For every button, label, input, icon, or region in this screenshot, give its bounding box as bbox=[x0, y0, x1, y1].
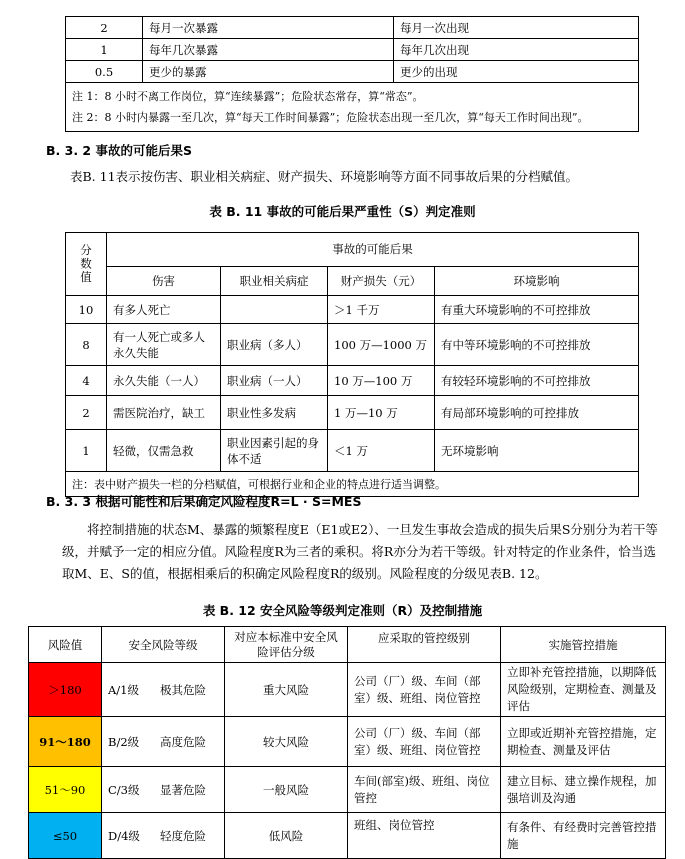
header-consequence-group: 事故的可能后果 bbox=[107, 233, 639, 267]
section-heading-b33: B. 3. 3 根据可能性和后果确定风险程度R=L · S=MES bbox=[46, 494, 362, 509]
exposure-cell: 每月一次暴露 bbox=[143, 17, 394, 39]
control-measure-cell: 立即补充管控措施，以期降低风险级别，定期检查、测量及评估 bbox=[501, 663, 666, 717]
table-note: 注 1：8 小时不离工作岗位，算“连续暴露”；危险状态常存，算“常态”。 bbox=[72, 90, 424, 103]
loss-cell: ＞1 千万 bbox=[328, 296, 435, 324]
table-row bbox=[66, 396, 639, 430]
table-b12 bbox=[28, 626, 666, 859]
control-measure-cell: 立即或近期补充管控措施，定期检查、测量及评估 bbox=[501, 717, 666, 767]
table-row bbox=[66, 430, 639, 472]
control-level-cell: 公司（厂）级、车间（部室）级、班组、岗位管控 bbox=[348, 663, 501, 717]
header-risk-grade: 安全风险等级 bbox=[102, 627, 225, 663]
table-header-row bbox=[29, 627, 666, 663]
table-notes-row bbox=[66, 83, 639, 132]
section-paragraph-b32: 表B. 11表示按伤害、职业相关病症、财产损失、环境影响等方面不同事故后果的分档赋值。 bbox=[70, 169, 579, 184]
section-paragraph-b33: 将控制措施的状态M、暴露的频繁程度E（E1或E2）、一旦发生事故会造成的损失后果S分别分为若干等级，并赋予一定的相应分值。风险程度R为三者的乘积。将R亦分为若干等级。针对特定的作业条件，恰当选取M、E、S的值，根据相乘后的积确定风险程度R的级别。风险程度的分级见表B. 12。 bbox=[62, 522, 658, 581]
header-injury: 伤害 bbox=[107, 266, 221, 295]
risk-level: 轻度危险 bbox=[160, 828, 206, 843]
table-row bbox=[66, 17, 639, 39]
disease-cell: 职业性多发病 bbox=[221, 396, 328, 430]
header-loss: 财产损失（元） bbox=[328, 266, 435, 295]
loss-cell: 1 万—10 万 bbox=[328, 396, 435, 430]
control-level-cell: 车间(部室)级、班组、岗位管控 bbox=[348, 767, 501, 813]
loss-cell: 100 万—1000 万 bbox=[328, 324, 435, 366]
header-assessment-grade: 对应本标准中安全风险评估分级 bbox=[225, 627, 348, 663]
header-control-measures: 实施管控措施 bbox=[501, 627, 666, 663]
header-risk-value: 风险值 bbox=[29, 627, 102, 663]
table-row bbox=[29, 663, 666, 717]
table-caption-b12: 表 B. 12 安全风险等级判定准则（R）及控制措施 bbox=[202, 603, 483, 618]
env-cell: 有局部环境影响的可控排放 bbox=[435, 396, 639, 430]
control-level-cell: 公司（厂）级、车间（部室）级、班组、岗位管控 bbox=[348, 717, 501, 767]
risk-code: D/4级 bbox=[108, 828, 140, 843]
table-caption-b11: 表 B. 11 事故的可能后果严重性（S）判定准则 bbox=[209, 204, 476, 219]
occurrence-cell: 每年几次出现 bbox=[394, 39, 639, 61]
table-row bbox=[66, 366, 639, 396]
table-row bbox=[66, 61, 639, 83]
injury-cell: 有多人死亡 bbox=[107, 296, 221, 324]
risk-value-cell: 51～90 bbox=[29, 767, 102, 813]
env-cell: 有中等环境影响的不可控排放 bbox=[435, 324, 639, 366]
table-note: 注 2：8 小时内暴露一至几次，算“每天工作时间暴露”；危险状态出现一至几次，算“每天工作时间出现”。 bbox=[72, 111, 589, 124]
risk-level: 显著危险 bbox=[160, 782, 206, 797]
control-level-cell: 班组、岗位管控 bbox=[348, 813, 501, 859]
occurrence-cell: 更少的出现 bbox=[394, 61, 639, 83]
section-heading-b32: B. 3. 2 事故的可能后果S bbox=[46, 143, 192, 158]
control-measure-cell: 有条件、有经费时完善管控措施 bbox=[501, 813, 666, 859]
disease-cell: 职业病（一人） bbox=[221, 366, 328, 396]
table-header-row bbox=[66, 266, 639, 295]
risk-value-cell: ≤50 bbox=[29, 813, 102, 859]
table-row bbox=[66, 39, 639, 61]
risk-value-cell: ＞180 bbox=[29, 663, 102, 717]
risk-level: 高度危险 bbox=[160, 734, 206, 749]
table-row bbox=[66, 296, 639, 324]
risk-level: 极其危险 bbox=[160, 682, 206, 697]
header-score: 分数值 bbox=[66, 233, 107, 296]
score-cell: 10 bbox=[66, 296, 107, 324]
assessment-grade-cell: 低风险 bbox=[225, 813, 348, 859]
risk-value-cell: 91～180 bbox=[29, 717, 102, 767]
score-cell: 4 bbox=[66, 366, 107, 396]
env-cell: 有较轻环境影响的不可控排放 bbox=[435, 366, 639, 396]
risk-code: B/2级 bbox=[108, 734, 140, 749]
header-disease: 职业相关病症 bbox=[221, 266, 328, 295]
loss-cell: 10 万—100 万 bbox=[328, 366, 435, 396]
disease-cell: 职业因素引起的身体不适 bbox=[221, 430, 328, 472]
loss-cell: ＜1 万 bbox=[328, 430, 435, 472]
score-cell: 2 bbox=[66, 396, 107, 430]
table-b11 bbox=[65, 232, 639, 497]
header-control-level: 应采取的管控级别 bbox=[348, 627, 501, 663]
assessment-grade-cell: 一般风险 bbox=[225, 767, 348, 813]
table-row bbox=[66, 324, 639, 366]
assessment-grade-cell: 重大风险 bbox=[225, 663, 348, 717]
env-cell: 无环境影响 bbox=[435, 430, 639, 472]
table-b10 bbox=[65, 16, 639, 132]
exposure-cell: 每年几次暴露 bbox=[143, 39, 394, 61]
env-cell: 有重大环境影响的不可控排放 bbox=[435, 296, 639, 324]
control-measure-cell: 建立目标、建立操作规程，加强培训及沟通 bbox=[501, 767, 666, 813]
table-note: 注：表中财产损失一栏的分档赋值，可根据行业和企业的特点进行适当调整。 bbox=[66, 472, 639, 497]
risk-code: A/1级 bbox=[108, 682, 139, 697]
score-cell: 2 bbox=[66, 17, 143, 39]
risk-code: C/3级 bbox=[108, 782, 140, 797]
score-cell: 0.5 bbox=[66, 61, 143, 83]
table-row bbox=[29, 717, 666, 767]
score-cell: 1 bbox=[66, 430, 107, 472]
injury-cell: 轻微，仅需急救 bbox=[107, 430, 221, 472]
injury-cell: 需医院治疗，缺工 bbox=[107, 396, 221, 430]
disease-cell bbox=[221, 296, 328, 324]
score-cell: 1 bbox=[66, 39, 143, 61]
table-header-row bbox=[66, 233, 639, 267]
assessment-grade-cell: 较大风险 bbox=[225, 717, 348, 767]
table-row bbox=[29, 767, 666, 813]
exposure-cell: 更少的暴露 bbox=[143, 61, 394, 83]
score-cell: 8 bbox=[66, 324, 107, 366]
injury-cell: 有一人死亡或多人永久失能 bbox=[107, 324, 221, 366]
header-env: 环境影响 bbox=[435, 266, 639, 295]
injury-cell: 永久失能（一人） bbox=[107, 366, 221, 396]
disease-cell: 职业病（多人） bbox=[221, 324, 328, 366]
occurrence-cell: 每月一次出现 bbox=[394, 17, 639, 39]
